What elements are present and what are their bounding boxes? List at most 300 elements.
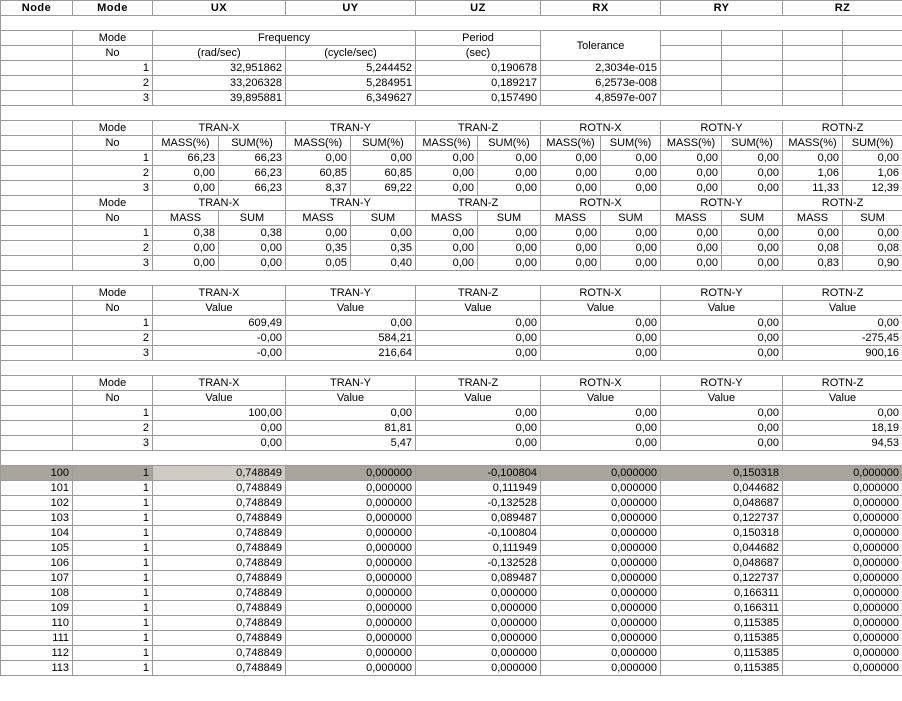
section-banner-label: E I G E N V E C T O R bbox=[1, 451, 902, 466]
empty-cell bbox=[722, 61, 783, 76]
cell-value: 100,00 bbox=[153, 406, 286, 421]
cell-value: 0,000000 bbox=[286, 601, 416, 616]
sub-header-cycle-sec: (cycle/sec) bbox=[286, 46, 416, 61]
cell-value: 0,00 bbox=[416, 241, 478, 256]
spacer-cell bbox=[1, 226, 73, 241]
cell-value: 0,00 bbox=[541, 181, 601, 196]
spacer-cell bbox=[1, 346, 73, 361]
cell-value: 0,00 bbox=[601, 151, 661, 166]
cell-value: 0,00 bbox=[661, 181, 722, 196]
cell-value: 0,115385 bbox=[661, 646, 783, 661]
sub-header-value: Value bbox=[661, 301, 783, 316]
table-row[interactable] bbox=[1, 226, 902, 241]
sub-header-sum: SUM bbox=[478, 211, 541, 226]
sub-header-value: Value bbox=[783, 301, 902, 316]
cell-mode: 1 bbox=[73, 661, 153, 676]
cell-value: 0,115385 bbox=[661, 616, 783, 631]
cell-value: 0,00 bbox=[541, 436, 661, 451]
cell-value: 0,000000 bbox=[541, 526, 661, 541]
sub-header-sum: SUM(%) bbox=[219, 136, 286, 151]
spacer-cell bbox=[1, 256, 73, 271]
cell-value: 0,000000 bbox=[286, 481, 416, 496]
cell-mode: 1 bbox=[73, 631, 153, 646]
cell-value: 0,00 bbox=[541, 421, 661, 436]
cell-value: 0,00 bbox=[722, 256, 783, 271]
table-row[interactable] bbox=[1, 661, 902, 676]
cell-value: -0,100804 bbox=[416, 466, 541, 481]
group-header-rotn-y: ROTN-Y bbox=[661, 376, 783, 391]
table-row[interactable] bbox=[1, 526, 902, 541]
empty-cell bbox=[843, 46, 902, 61]
cell-value: 900,16 bbox=[783, 346, 902, 361]
cell-value: 0,00 bbox=[541, 331, 661, 346]
cell-value: 0,000000 bbox=[541, 511, 661, 526]
sub-header-value: Value bbox=[153, 301, 286, 316]
cell-value: 0,000000 bbox=[541, 481, 661, 496]
group-header-mode: Mode bbox=[73, 196, 153, 211]
cell-value: 0,00 bbox=[351, 151, 416, 166]
sub-header-mass: MASS(%) bbox=[661, 136, 722, 151]
spacer-cell bbox=[1, 331, 73, 346]
section-banner-label: MODAL PARTICIPATION MASSES PRINTOUT bbox=[1, 106, 902, 121]
section-banner-eigenvalue-analysis bbox=[1, 16, 902, 31]
cell-value: 66,23 bbox=[219, 151, 286, 166]
cell-value: 0,00 bbox=[541, 346, 661, 361]
cell-value: 0,000000 bbox=[286, 631, 416, 646]
cell-value: 0,748849 bbox=[153, 586, 286, 601]
cell-value: 66,23 bbox=[219, 181, 286, 196]
group-header-tran-z: TRAN-Z bbox=[416, 286, 541, 301]
cell-mode: 1 bbox=[73, 526, 153, 541]
group-header-rotn-z: ROTN-Z bbox=[783, 286, 902, 301]
column-header-ux[interactable]: UX bbox=[153, 1, 286, 16]
sub-header-value: Value bbox=[783, 391, 902, 406]
table-row[interactable] bbox=[1, 436, 902, 451]
cell-mode: 1 bbox=[73, 226, 153, 241]
cell-value: 609,49 bbox=[153, 316, 286, 331]
cell-value: 0,044682 bbox=[661, 541, 783, 556]
sub-header-mass: MASS bbox=[541, 211, 601, 226]
cell-value: 0,00 bbox=[153, 241, 219, 256]
cell-mode: 1 bbox=[73, 481, 153, 496]
column-header-rz[interactable]: RZ bbox=[783, 1, 902, 16]
group-header-rotn-x: ROTN-X bbox=[541, 286, 661, 301]
sub-header-sum: SUM(%) bbox=[843, 136, 902, 151]
group-header-tran-y: TRAN-Y bbox=[286, 286, 416, 301]
cell-period: 0,190678 bbox=[416, 61, 541, 76]
cell-mode: 2 bbox=[73, 76, 153, 91]
eigenvalue-sub-header bbox=[1, 46, 902, 61]
table-row[interactable] bbox=[1, 646, 902, 661]
sub-header-rad-sec: (rad/sec) bbox=[153, 46, 286, 61]
cell-value: 0,748849 bbox=[153, 646, 286, 661]
cell-value: 0,748849 bbox=[153, 556, 286, 571]
sub-header-mode-no: No bbox=[73, 391, 153, 406]
spacer-cell bbox=[1, 181, 73, 196]
cell-value: 11,33 bbox=[783, 181, 843, 196]
table-row[interactable] bbox=[1, 616, 902, 631]
cell-value: 0,00 bbox=[661, 226, 722, 241]
sub-header-mass: MASS(%) bbox=[153, 136, 219, 151]
column-header-uy[interactable]: UY bbox=[286, 1, 416, 16]
cell-value: 0,048687 bbox=[661, 496, 783, 511]
cell-value: 0,00 bbox=[722, 151, 783, 166]
cell-value: 0,000000 bbox=[286, 646, 416, 661]
cell-value: 0,00 bbox=[541, 166, 601, 181]
cell-value: 0,044682 bbox=[661, 481, 783, 496]
table-row[interactable] bbox=[1, 331, 902, 346]
cell-value: 0,000000 bbox=[541, 541, 661, 556]
cell-node: 100 bbox=[1, 466, 73, 481]
cell-value: 0,748849 bbox=[153, 541, 286, 556]
cell-value: 0,00 bbox=[601, 241, 661, 256]
cell-value: 0,122737 bbox=[661, 511, 783, 526]
table-row[interactable] bbox=[1, 571, 902, 586]
table-row[interactable] bbox=[1, 181, 902, 196]
section-banner-label: MODAL PARTICIPATION FACTOR PRINTOUT bbox=[1, 271, 902, 286]
cell-mode: 1 bbox=[73, 571, 153, 586]
cell-value: 0,166311 bbox=[661, 601, 783, 616]
cell-value: 0,000000 bbox=[286, 541, 416, 556]
section-banner-modal-direction-factor bbox=[1, 361, 902, 376]
empty-cell bbox=[783, 76, 843, 91]
cell-value: 0,00 bbox=[783, 226, 843, 241]
cell-value: 0,748849 bbox=[153, 571, 286, 586]
cell-mode: 2 bbox=[73, 166, 153, 181]
cell-value: 0,000000 bbox=[783, 481, 902, 496]
cell-value: 0,00 bbox=[416, 256, 478, 271]
group-header-rotn-z: ROTN-Z bbox=[783, 121, 902, 136]
group-header-rotn-x: ROTN-X bbox=[541, 376, 661, 391]
cell-value: 0,00 bbox=[286, 406, 416, 421]
factor-group-header bbox=[1, 286, 902, 301]
cell-value: 0,00 bbox=[153, 181, 219, 196]
table-row[interactable] bbox=[1, 316, 902, 331]
table-row[interactable] bbox=[1, 631, 902, 646]
cell-cycle-sec: 6,349627 bbox=[286, 91, 416, 106]
cell-value: 0,000000 bbox=[286, 586, 416, 601]
column-header-row bbox=[1, 1, 902, 16]
group-header-tran-y: TRAN-Y bbox=[286, 376, 416, 391]
sub-header-value: Value bbox=[286, 301, 416, 316]
cell-value: 0,40 bbox=[351, 256, 416, 271]
cell-value: 0,000000 bbox=[541, 496, 661, 511]
cell-mode: 1 bbox=[73, 511, 153, 526]
group-header-tran-x: TRAN-X bbox=[153, 121, 286, 136]
cell-value: 0,00 bbox=[478, 166, 541, 181]
cell-period: 0,157490 bbox=[416, 91, 541, 106]
cell-value: 0,00 bbox=[541, 406, 661, 421]
cell-value: 216,64 bbox=[286, 346, 416, 361]
group-header-tran-z: TRAN-Z bbox=[416, 196, 541, 211]
group-header-rotn-y: ROTN-Y bbox=[661, 196, 783, 211]
spacer-cell bbox=[1, 211, 73, 226]
cell-value: 0,00 bbox=[416, 166, 478, 181]
empty-cell bbox=[843, 61, 902, 76]
cell-value: 0,150318 bbox=[661, 466, 783, 481]
cell-node: 101 bbox=[1, 481, 73, 496]
cell-period: 0,189217 bbox=[416, 76, 541, 91]
sub-header-sum: SUM(%) bbox=[722, 136, 783, 151]
sub-header-mass: MASS(%) bbox=[286, 136, 351, 151]
column-header-mode[interactable]: Mode bbox=[73, 1, 153, 16]
sub-header-mass: MASS(%) bbox=[783, 136, 843, 151]
table-row[interactable] bbox=[1, 481, 902, 496]
cell-value: 0,00 bbox=[601, 226, 661, 241]
empty-cell bbox=[783, 31, 843, 46]
sub-header-sum: SUM bbox=[601, 211, 661, 226]
cell-value: 0,000000 bbox=[416, 616, 541, 631]
cell-value: 66,23 bbox=[219, 166, 286, 181]
cell-value: 5,47 bbox=[286, 436, 416, 451]
spacer-cell bbox=[1, 376, 73, 391]
cell-value: 0,00 bbox=[722, 181, 783, 196]
cell-mode: 1 bbox=[73, 61, 153, 76]
group-header-period: Period bbox=[416, 31, 541, 46]
spacer-cell bbox=[1, 196, 73, 211]
table-row[interactable] bbox=[1, 151, 902, 166]
cell-value: 0,00 bbox=[661, 436, 783, 451]
cell-value: 66,23 bbox=[153, 151, 219, 166]
cell-value: 0,00 bbox=[478, 181, 541, 196]
cell-value: -0,132528 bbox=[416, 556, 541, 571]
cell-value: 0,000000 bbox=[286, 511, 416, 526]
cell-mode: 3 bbox=[73, 91, 153, 106]
cell-value: 0,00 bbox=[843, 226, 902, 241]
cell-value: 0,00 bbox=[661, 406, 783, 421]
empty-cell bbox=[661, 61, 722, 76]
cell-value: -275,45 bbox=[783, 331, 902, 346]
table-row[interactable] bbox=[1, 556, 902, 571]
cell-mode: 1 bbox=[73, 466, 153, 481]
cell-value: 0,00 bbox=[541, 256, 601, 271]
sub-header-mode-no: No bbox=[73, 46, 153, 61]
cell-mode: 2 bbox=[73, 421, 153, 436]
cell-mode: 1 bbox=[73, 541, 153, 556]
cell-value: 0,089487 bbox=[416, 511, 541, 526]
group-header-mode: Mode bbox=[73, 286, 153, 301]
cell-value: 0,00 bbox=[153, 256, 219, 271]
empty-cell bbox=[722, 91, 783, 106]
column-header-ry[interactable]: RY bbox=[661, 1, 783, 16]
cell-value: 0,00 bbox=[661, 331, 783, 346]
cell-value: 0,748849 bbox=[153, 466, 286, 481]
cell-value: 0,00 bbox=[219, 256, 286, 271]
cell-value: 0,00 bbox=[541, 151, 601, 166]
spacer-cell bbox=[1, 166, 73, 181]
empty-cell bbox=[661, 46, 722, 61]
cell-node: 113 bbox=[1, 661, 73, 676]
table-row[interactable] bbox=[1, 91, 902, 106]
cell-mode: 1 bbox=[73, 586, 153, 601]
cell-value: 0,00 bbox=[541, 226, 601, 241]
table-row[interactable] bbox=[1, 406, 902, 421]
spacer-cell bbox=[1, 286, 73, 301]
cell-value: 81,81 bbox=[286, 421, 416, 436]
cell-value: 0,00 bbox=[661, 346, 783, 361]
cell-value: -0,100804 bbox=[416, 526, 541, 541]
masses-group-header-plain bbox=[1, 196, 902, 211]
cell-node: 107 bbox=[1, 571, 73, 586]
cell-value: 0,089487 bbox=[416, 571, 541, 586]
cell-value: 0,00 bbox=[661, 316, 783, 331]
spacer-cell bbox=[1, 301, 73, 316]
cell-value: 69,22 bbox=[351, 181, 416, 196]
group-header-rotn-x: ROTN-X bbox=[541, 121, 661, 136]
factor-sub-header bbox=[1, 301, 902, 316]
column-header-uz[interactable]: UZ bbox=[416, 1, 541, 16]
cell-value: 60,85 bbox=[286, 166, 351, 181]
cell-value: 0,00 bbox=[661, 166, 722, 181]
cell-value: 0,00 bbox=[661, 241, 722, 256]
cell-value: 0,00 bbox=[661, 151, 722, 166]
cell-rad-sec: 39,895881 bbox=[153, 91, 286, 106]
cell-value: 0,00 bbox=[541, 241, 601, 256]
cell-mode: 1 bbox=[73, 556, 153, 571]
cell-value: 0,115385 bbox=[661, 661, 783, 676]
sub-header-mass: MASS bbox=[416, 211, 478, 226]
cell-mode: 1 bbox=[73, 601, 153, 616]
cell-node: 103 bbox=[1, 511, 73, 526]
sub-header-sum: SUM(%) bbox=[478, 136, 541, 151]
column-header-rx[interactable]: RX bbox=[541, 1, 661, 16]
cell-value: 0,000000 bbox=[541, 586, 661, 601]
cell-value: 0,000000 bbox=[286, 466, 416, 481]
cell-value: 0,08 bbox=[783, 241, 843, 256]
spacer-cell bbox=[1, 46, 73, 61]
cell-value: 0,000000 bbox=[416, 631, 541, 646]
cell-value: 0,000000 bbox=[783, 616, 902, 631]
cell-value: -0,00 bbox=[153, 331, 286, 346]
group-header-tran-z: TRAN-Z bbox=[416, 121, 541, 136]
empty-cell bbox=[783, 46, 843, 61]
table-row[interactable] bbox=[1, 586, 902, 601]
cell-mode: 1 bbox=[73, 646, 153, 661]
cell-tolerance: 2,3034e-015 bbox=[541, 61, 661, 76]
cell-value: 0,83 bbox=[783, 256, 843, 271]
cell-value: 0,00 bbox=[661, 421, 783, 436]
section-banner-modal-participation-factor bbox=[1, 271, 902, 286]
column-header-node[interactable]: Node bbox=[1, 1, 73, 16]
sub-header-sum: SUM bbox=[351, 211, 416, 226]
cell-value: 0,00 bbox=[478, 241, 541, 256]
cell-cycle-sec: 5,244452 bbox=[286, 61, 416, 76]
cell-value: 0,00 bbox=[416, 436, 541, 451]
cell-value: 0,748849 bbox=[153, 616, 286, 631]
cell-value: 0,748849 bbox=[153, 511, 286, 526]
table-row[interactable] bbox=[1, 541, 902, 556]
table-row[interactable] bbox=[1, 241, 902, 256]
sub-header-sum: SUM bbox=[722, 211, 783, 226]
cell-mode: 1 bbox=[73, 406, 153, 421]
table-row[interactable] bbox=[1, 466, 902, 481]
sub-header-sec: (sec) bbox=[416, 46, 541, 61]
table-row[interactable] bbox=[1, 61, 902, 76]
table-row[interactable] bbox=[1, 256, 902, 271]
cell-value: 0,00 bbox=[351, 226, 416, 241]
cell-value: 8,37 bbox=[286, 181, 351, 196]
cell-value: 0,000000 bbox=[286, 571, 416, 586]
section-banner-modal-participation-masses bbox=[1, 106, 902, 121]
group-header-tran-y: TRAN-Y bbox=[286, 121, 416, 136]
group-header-mode: Mode bbox=[73, 121, 153, 136]
cell-value: 0,748849 bbox=[153, 661, 286, 676]
cell-value: 0,35 bbox=[351, 241, 416, 256]
empty-cell bbox=[661, 91, 722, 106]
cell-value: 0,00 bbox=[722, 166, 783, 181]
eigenvalue-group-header bbox=[1, 31, 902, 46]
cell-value: 0,00 bbox=[478, 226, 541, 241]
table-row[interactable] bbox=[1, 346, 902, 361]
cell-value: 60,85 bbox=[351, 166, 416, 181]
table-row[interactable] bbox=[1, 421, 902, 436]
sub-header-mass: MASS bbox=[286, 211, 351, 226]
empty-cell bbox=[661, 76, 722, 91]
table-row[interactable] bbox=[1, 496, 902, 511]
cell-value: 0,00 bbox=[783, 151, 843, 166]
table-row[interactable] bbox=[1, 601, 902, 616]
cell-value: 0,748849 bbox=[153, 601, 286, 616]
group-header-rotn-z: ROTN-Z bbox=[783, 376, 902, 391]
spacer-cell bbox=[1, 241, 73, 256]
masses-group-header-pct bbox=[1, 121, 902, 136]
cell-value: 0,048687 bbox=[661, 556, 783, 571]
table-row[interactable] bbox=[1, 166, 902, 181]
sub-header-value: Value bbox=[286, 391, 416, 406]
cell-value: 12,39 bbox=[843, 181, 902, 196]
cell-value: 0,00 bbox=[416, 331, 541, 346]
cell-node: 111 bbox=[1, 631, 73, 646]
cell-value: 18,19 bbox=[783, 421, 902, 436]
cell-value: 0,000000 bbox=[541, 646, 661, 661]
sub-header-mass: MASS bbox=[783, 211, 843, 226]
cell-value: 0,748849 bbox=[153, 526, 286, 541]
cell-value: 0,000000 bbox=[541, 616, 661, 631]
cell-value: 0,000000 bbox=[286, 616, 416, 631]
cell-value: 0,000000 bbox=[783, 601, 902, 616]
sub-header-mode-no: No bbox=[73, 136, 153, 151]
cell-value: 0,00 bbox=[661, 256, 722, 271]
cell-node: 110 bbox=[1, 616, 73, 631]
factor-group-header bbox=[1, 376, 902, 391]
group-header-tran-x: TRAN-X bbox=[153, 376, 286, 391]
masses-sub-header-plain bbox=[1, 211, 902, 226]
spacer-cell bbox=[1, 136, 73, 151]
table-row[interactable] bbox=[1, 511, 902, 526]
cell-value: 0,115385 bbox=[661, 631, 783, 646]
spacer-cell bbox=[1, 406, 73, 421]
cell-value: 0,000000 bbox=[541, 631, 661, 646]
cell-value: 0,111949 bbox=[416, 481, 541, 496]
spacer-cell bbox=[1, 121, 73, 136]
cell-value: 0,00 bbox=[601, 181, 661, 196]
cell-value: 0,00 bbox=[416, 346, 541, 361]
group-header-tran-z: TRAN-Z bbox=[416, 376, 541, 391]
group-header-rotn-y: ROTN-Y bbox=[661, 286, 783, 301]
empty-cell bbox=[843, 31, 902, 46]
empty-cell bbox=[843, 76, 902, 91]
cell-mode: 1 bbox=[73, 616, 153, 631]
section-banner-eigenvector bbox=[1, 451, 902, 466]
factor-sub-header bbox=[1, 391, 902, 406]
table-row[interactable] bbox=[1, 76, 902, 91]
cell-value: 0,000000 bbox=[541, 556, 661, 571]
cell-value: 0,000000 bbox=[416, 586, 541, 601]
cell-value: -0,132528 bbox=[416, 496, 541, 511]
cell-value: 0,00 bbox=[416, 421, 541, 436]
spacer-cell bbox=[1, 76, 73, 91]
cell-value: 0,35 bbox=[286, 241, 351, 256]
